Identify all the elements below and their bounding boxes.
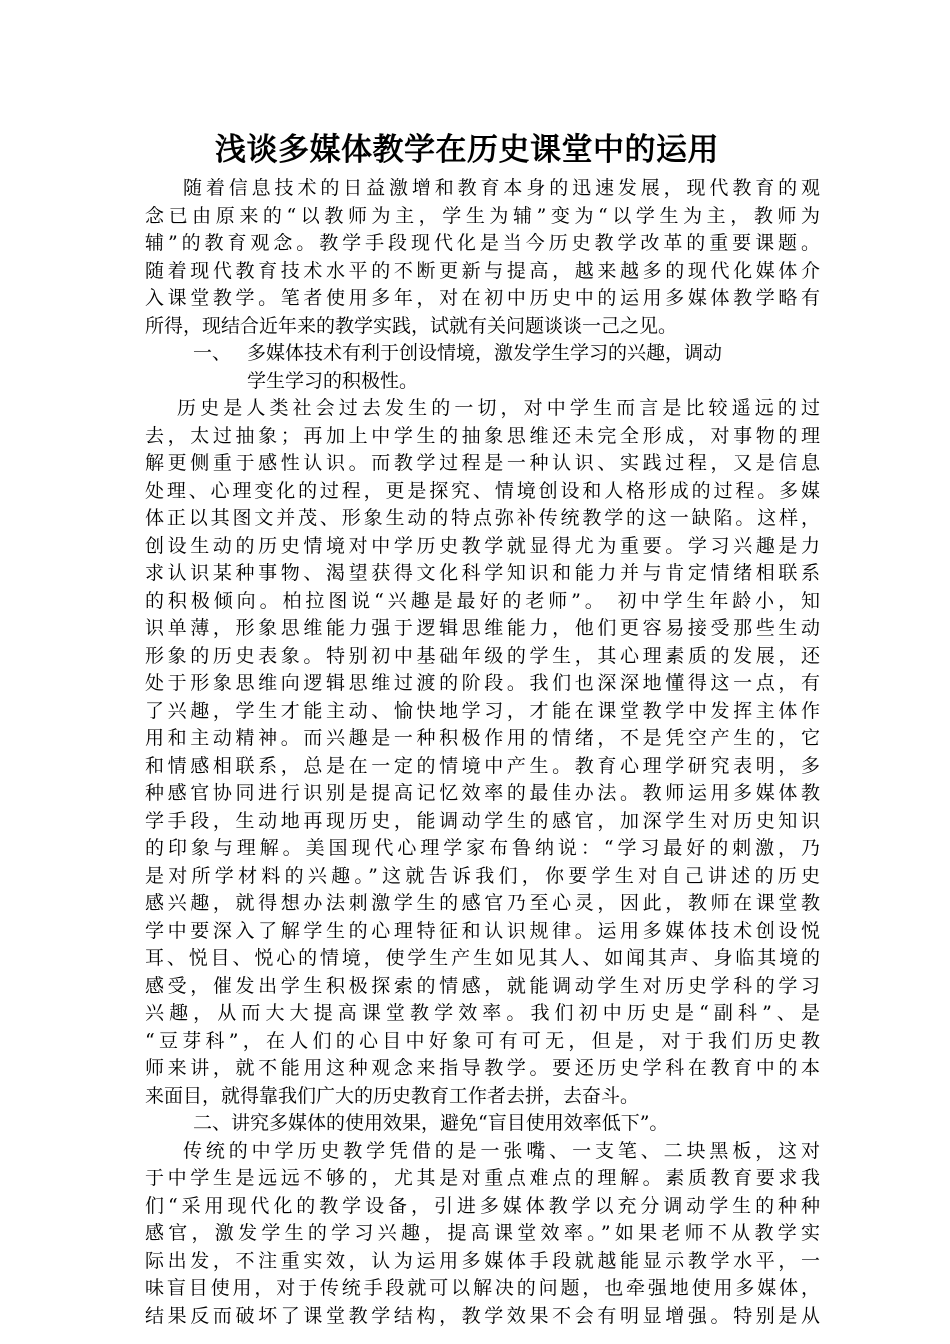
text-line: 于中学生是远远不够的，尤其是对重点难点的理解。素质教育要求我 [145, 1167, 820, 1189]
text-line: 辅”的教育观念。教学手段现代化是当今历史教学改革的重要课题。 [145, 232, 820, 254]
text-line: 所得，现结合近年来的教学实践，试就有关问题谈谈一己之见。 [145, 314, 678, 337]
text-line: 形象的历史表象。特别初中基础年级的学生，其心理素质的发展，还 [145, 644, 820, 667]
text-line: 念已由原来的“以教师为主，学生为辅”变为“以学生为主，教师为 [145, 204, 820, 227]
text-line: 的积极倾向。柏拉图说“兴趣是最好的老师”。 初中学生年龄小，知 [145, 589, 820, 612]
text-line: 创设生动的历史情境对中学历史教学就显得尤为重要。学习兴趣是力 [145, 534, 820, 557]
text-line: 感受，催发出学生积极探索的情感，就能调动学生对历史学科的学习 [145, 974, 820, 997]
text-line: 结果反而破坏了课堂教学结构，教学效果不会有明显增强。特别是从 [145, 1304, 820, 1327]
text-line: 学中要深入了解学生的心理特征和认识规律。运用多媒体技术创设悦 [145, 919, 820, 942]
text-line: 求认识某种事物、渴望获得文化科学知识和能力并与肯定情绪相联系 [145, 562, 820, 584]
text-line: 历史是人类社会过去发生的一切，对中学生而言是比较遥远的过 [177, 397, 820, 419]
text-line: 是对所学材料的兴趣。”这就告诉我们，你要学生对自己讲述的历史 [145, 864, 820, 887]
paragraph-section-2 [145, 1138, 820, 1331]
text-line: 处理、心理变化的过程，更是探究、情境创设和人格形成的过程。多媒 [145, 479, 820, 502]
text-line: 师来讲，就不能用这种观念来指导教学。要还历史学科在教育中的本 [145, 1057, 820, 1079]
heading-number: 一、 [193, 342, 232, 364]
document-body [145, 175, 820, 1330]
text-line: 体正以其图文并茂、形象生动的特点弥补传统教学的这一缺陷。这样， [145, 507, 820, 529]
text-line: 感兴趣，就得想办法刺激学生的感官乃至心灵，因此，教师在课堂教 [145, 892, 820, 914]
text-line: 耳、悦目、悦心的情境，使学生产生如见其人、如闻其声、身临其境的 [145, 947, 820, 969]
paragraph-section-1 [145, 395, 820, 1110]
text-line: 识单薄，形象思维能力强于逻辑思维能力，他们更容易接受那些生动 [145, 617, 820, 639]
text-line: 和情感相联系，总是在一定的情境中产生。教育心理学研究表明，多 [145, 754, 820, 777]
text-line: 随着信息技术的日益激增和教育本身的迅速发展，现代教育的观 [183, 177, 820, 199]
text-line: 味盲目使用，对于传统手段就可以解决的问题，也牵强地使用多媒体， [145, 1277, 820, 1299]
heading-line [145, 340, 820, 368]
text-line: “豆芽科”，在人们的心目中好象可有可无，但是，对于我们历史教 [145, 1029, 820, 1052]
text-line: 兴趣，从而大大提高课堂教学效率。我们初中历史是“副科”、是 [145, 1002, 820, 1024]
text-line: 们“采用现代化的教学设备，引进多媒体教学以充分调动学生的种种 [145, 1194, 820, 1217]
section-heading-2 [145, 1110, 820, 1138]
text-line: 来面目，就得靠我们广大的历史教育工作者去拼，去奋斗。 [145, 1084, 640, 1107]
text-line: 了兴趣，学生才能主动、愉快地学习，才能在课堂教学中发挥主体作 [145, 699, 820, 722]
text-line: 种感官协同进行识别是提高记忆效率的最佳办法。教师运用多媒体教 [145, 782, 820, 804]
text-line: 学手段，生动地再现历史，能调动学生的感官，加深学生对历史知识 [145, 809, 820, 832]
document-title: 浅谈多媒体教学在历史课堂中的运用 [215, 132, 719, 168]
section-heading-1 [145, 340, 820, 395]
text-line: 际出发，不注重实效，认为运用多媒体手段就越能显示教学水平，一 [145, 1249, 820, 1272]
heading-line: 学生学习的积极性。 [247, 369, 419, 392]
text-line: 处于形象思维向逻辑思维过渡的阶段。我们也深深地懂得这一点，有 [145, 672, 820, 694]
text-line: 的印象与理解。美国现代心理学家布鲁纳说：“学习最好的刺激，乃 [145, 837, 820, 859]
text-line: 用和主动精神。而兴趣是一种积极作用的情绪，不是凭空产生的，它 [145, 727, 820, 749]
text-line: 随着现代教育技术水平的不断更新与提高，越来越多的现代化媒体介 [145, 259, 820, 282]
text-line: 传统的中学历史教学凭借的是一张嘴、一支笔、二块黑板，这对 [183, 1139, 820, 1162]
text-line: 感官，激发学生的学习兴趣，提高课堂效率。”如果老师不从教学实 [145, 1222, 820, 1244]
text-line: 入课堂教学。笔者使用多年，对在初中历史中的运用多媒体教学略有 [145, 287, 820, 309]
heading-text: 多媒体技术有利于创设情境，激发学生学习的兴趣，调动 [247, 342, 723, 364]
heading-line: 二、讲究多媒体的使用效果，避免“盲目使用效率低下”。 [193, 1112, 669, 1134]
text-line: 解更侧重于感性认识。而教学过程是一种认识、实践过程，又是信息 [145, 452, 820, 474]
paragraph-intro [145, 175, 820, 340]
text-line: 去，太过抽象；再加上中学生的抽象思维还未完全形成，对事物的理 [145, 424, 820, 447]
